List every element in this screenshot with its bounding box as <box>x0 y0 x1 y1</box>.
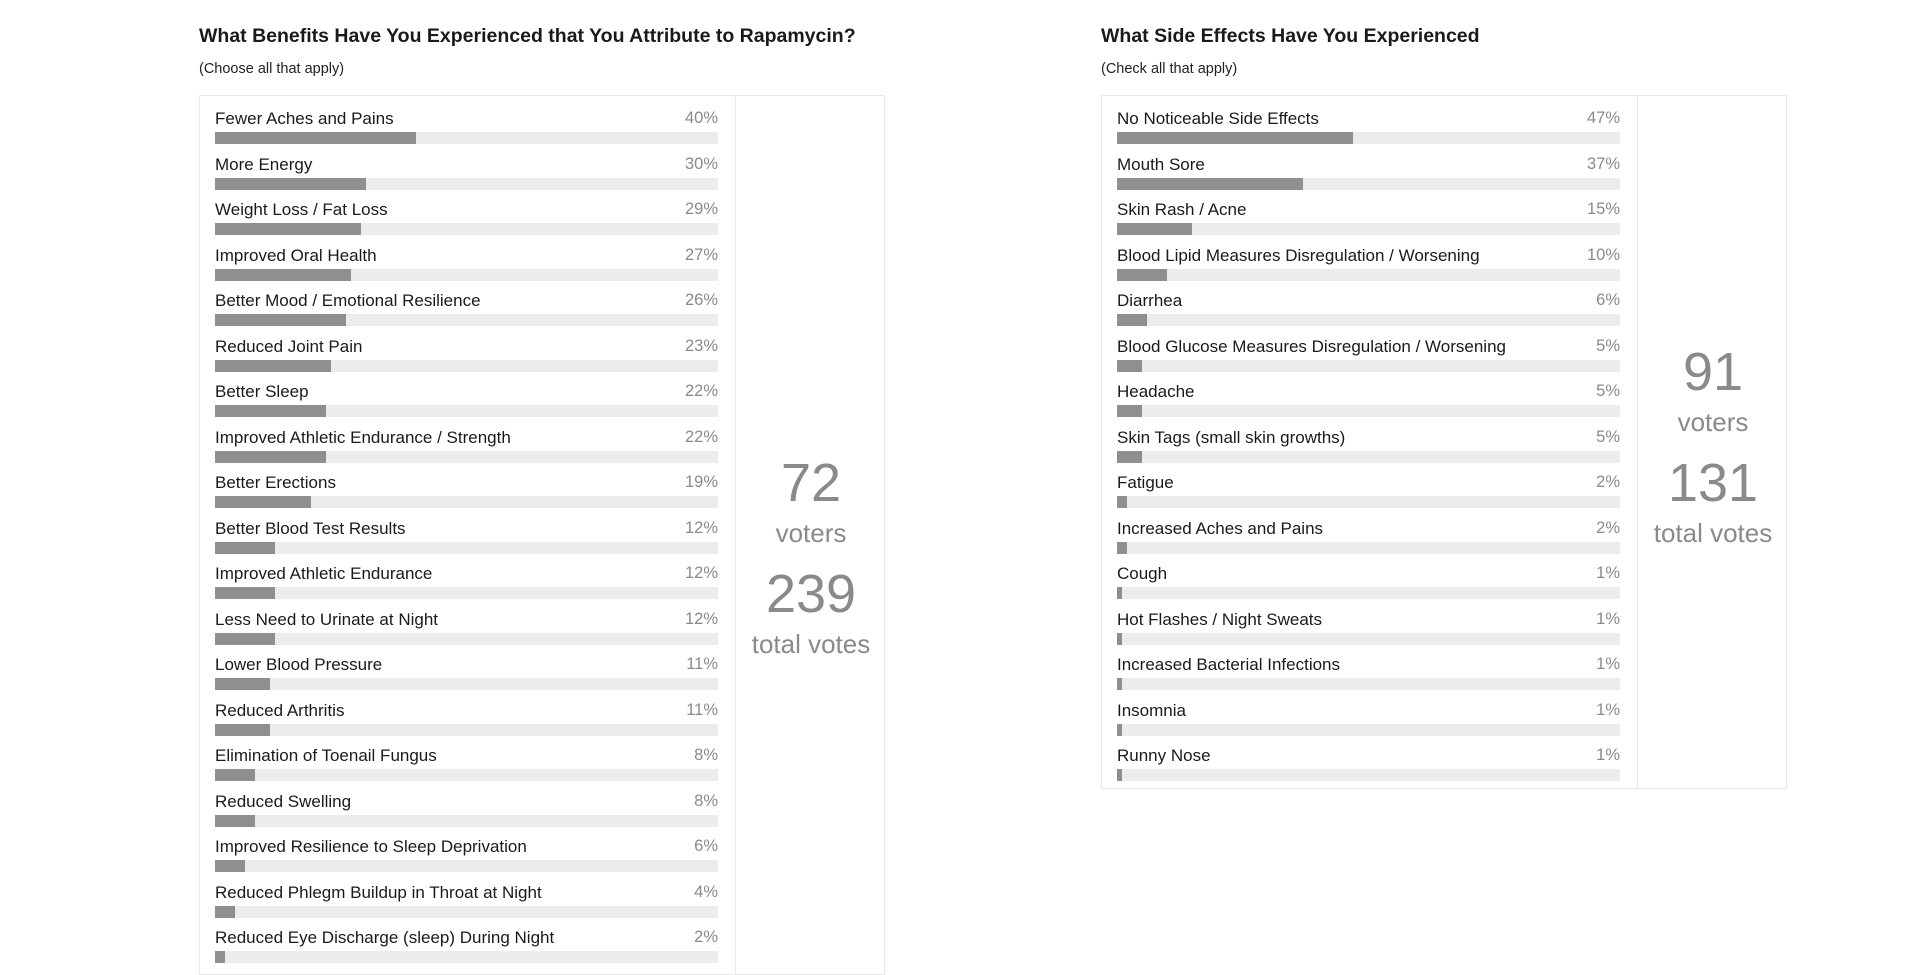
poll-option <box>1117 642 1620 687</box>
poll-option <box>215 915 718 960</box>
total-votes-label: total votes <box>751 629 871 659</box>
bar-fill <box>1117 769 1122 781</box>
option-percent: 1% <box>1596 746 1620 764</box>
option-percent: 11% <box>686 700 718 719</box>
poll-title: What Side Effects Have You Experienced <box>1101 25 1480 47</box>
poll-option <box>215 506 718 551</box>
option-percent: 29% <box>684 200 718 218</box>
option-label: Improved Oral Health <box>215 245 377 265</box>
option-label: Increased Bacterial Infections <box>1117 655 1341 674</box>
poll-option <box>1117 187 1620 232</box>
poll-option <box>1117 369 1620 414</box>
option-label: Mouth Sore <box>1117 154 1205 174</box>
voters-label: voters <box>1677 407 1749 437</box>
option-percent: 2% <box>1596 473 1620 491</box>
option-label: Hot Flashes / Night Sweats <box>1117 609 1323 629</box>
option-label: Fatigue <box>1117 473 1174 492</box>
option-percent: 2% <box>694 928 718 946</box>
poll-option <box>215 733 718 778</box>
option-label: Runny Nose <box>1117 746 1211 765</box>
bar-track <box>215 951 718 963</box>
poll-option <box>1117 733 1620 778</box>
poll-option <box>1117 460 1620 505</box>
option-percent: 19% <box>684 473 718 491</box>
total-votes-count: 239 <box>765 564 857 624</box>
option-label: Better Blood Test Results <box>215 518 406 538</box>
voters-count: 91 <box>1682 342 1744 402</box>
poll-option <box>215 597 718 642</box>
poll-option <box>215 324 718 369</box>
option-percent: 26% <box>684 291 718 309</box>
option-label: Headache <box>1117 382 1195 401</box>
voters-label: voters <box>775 518 847 548</box>
vote-totals <box>736 96 885 974</box>
option-label: Better Sleep <box>215 382 309 401</box>
poll-option <box>215 870 718 915</box>
option-percent: 23% <box>684 336 718 355</box>
option-percent: 6% <box>694 837 718 855</box>
option-label: Skin Tags (small skin growths) <box>1117 427 1346 447</box>
poll-subtitle: (Choose all that apply) <box>199 61 345 77</box>
option-percent: 10% <box>1586 245 1620 264</box>
option-percent: 12% <box>684 564 718 582</box>
poll-results-box <box>199 95 885 975</box>
option-label: Improved Athletic Endurance <box>215 564 433 583</box>
poll-option <box>1117 415 1620 460</box>
poll-option <box>1117 233 1620 278</box>
poll-results-box <box>1101 95 1787 789</box>
option-percent: 5% <box>1596 427 1620 446</box>
total-votes-count: 131 <box>1667 453 1759 513</box>
poll-option <box>215 96 718 141</box>
option-percent: 6% <box>1596 291 1620 309</box>
poll-option <box>1117 597 1620 642</box>
option-percent: 15% <box>1586 200 1620 218</box>
poll-option <box>215 460 718 505</box>
poll-option <box>215 187 718 232</box>
option-label: Less Need to Urinate at Night <box>215 609 439 629</box>
option-label: More Energy <box>215 154 313 174</box>
option-label: Fewer Aches and Pains <box>215 109 394 128</box>
option-percent: 1% <box>1596 700 1620 719</box>
poll-subtitle: (Check all that apply) <box>1101 61 1238 77</box>
poll-option <box>1117 278 1620 323</box>
option-label: Reduced Phlegm Buildup in Throat at Night <box>215 882 542 902</box>
option-label: Skin Rash / Acne <box>1117 200 1247 219</box>
option-label: Cough <box>1117 564 1168 583</box>
vote-totals <box>1638 96 1787 788</box>
option-percent: 1% <box>1596 609 1620 628</box>
poll-option <box>215 824 718 869</box>
option-percent: 5% <box>1596 382 1620 400</box>
poll-option <box>1117 324 1620 369</box>
poll-option <box>215 142 718 187</box>
option-label: Reduced Eye Discharge (sleep) During Night <box>215 928 555 947</box>
poll-option <box>215 278 718 323</box>
option-label: Improved Athletic Endurance / Strength <box>215 427 511 447</box>
poll-option <box>215 688 718 733</box>
option-label: Better Mood / Emotional Resilience <box>215 291 481 310</box>
option-label: Diarrhea <box>1117 291 1183 310</box>
option-percent: 8% <box>694 746 718 764</box>
option-label: Insomnia <box>1117 700 1186 720</box>
option-label: Reduced Joint Pain <box>215 336 363 356</box>
option-percent: 37% <box>1586 154 1620 173</box>
poll-option <box>1117 96 1620 141</box>
option-percent: 4% <box>694 882 718 901</box>
option-label: Blood Lipid Measures Disregulation / Worsening <box>1117 245 1480 265</box>
option-label: No Noticeable Side Effects <box>1117 109 1319 128</box>
poll-option <box>215 233 718 278</box>
poll-option <box>1117 551 1620 596</box>
poll-option <box>215 415 718 460</box>
poll-title: What Benefits Have You Experienced that You Attribute to Rapamycin? <box>199 25 856 47</box>
option-label: Lower Blood Pressure <box>215 655 383 674</box>
option-percent: 12% <box>684 609 718 628</box>
option-label: Blood Glucose Measures Disregulation / Worsening <box>1117 336 1506 356</box>
poll-option <box>215 551 718 596</box>
option-percent: 22% <box>684 427 718 446</box>
poll-option <box>1117 506 1620 551</box>
poll-option <box>1117 142 1620 187</box>
option-percent: 47% <box>1586 109 1620 127</box>
option-label: Weight Loss / Fat Loss <box>215 200 388 219</box>
option-percent: 11% <box>686 655 718 673</box>
option-percent: 12% <box>684 518 718 537</box>
option-percent: 40% <box>684 109 718 127</box>
option-label: Reduced Arthritis <box>215 700 345 720</box>
voters-count: 72 <box>780 453 842 513</box>
poll-option <box>215 642 718 687</box>
poll-option <box>215 779 718 824</box>
poll-option <box>1117 688 1620 733</box>
option-percent: 27% <box>684 245 718 264</box>
option-label: Elimination of Toenail Fungus <box>215 746 437 765</box>
option-percent: 5% <box>1596 336 1620 355</box>
bar-track <box>1117 769 1620 781</box>
total-votes-label: total votes <box>1653 518 1773 548</box>
option-percent: 2% <box>1596 518 1620 537</box>
option-percent: 8% <box>694 791 718 810</box>
option-label: Reduced Swelling <box>215 791 352 811</box>
option-label: Increased Aches and Pains <box>1117 518 1324 538</box>
poll-option <box>215 369 718 414</box>
option-percent: 1% <box>1596 564 1620 582</box>
option-percent: 22% <box>684 382 718 400</box>
option-percent: 1% <box>1596 655 1620 673</box>
bar-fill <box>215 951 225 963</box>
option-label: Improved Resilience to Sleep Deprivation <box>215 837 527 856</box>
option-percent: 30% <box>684 154 718 173</box>
option-label: Better Erections <box>215 473 336 492</box>
